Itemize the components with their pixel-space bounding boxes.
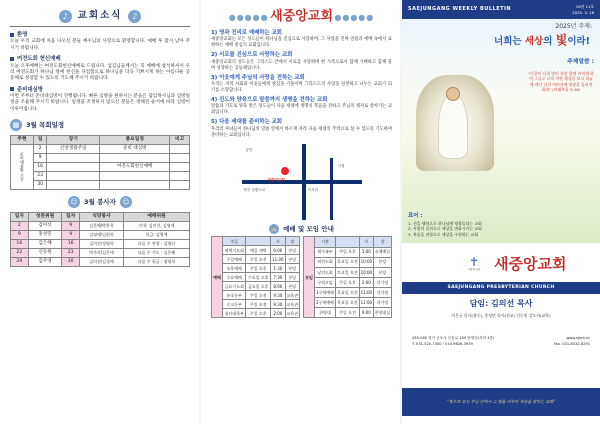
church-logo [211,8,392,26]
motto-part: 빛 [555,33,568,47]
bullet-icon [10,87,14,91]
table-row [304,267,392,277]
table-cell: 목요일 오전 [336,257,360,267]
point-heading: 2) 서로를 진심으로 사랑하는 교회 [211,52,293,59]
fax: Fax. 031-8032-8291 [553,341,590,346]
table-cell: 주일 오후 [246,264,271,273]
table-cell: 주일 오후 [246,309,271,318]
table-cell [47,153,100,162]
aim-item: 2. 사랑의 실천으로 세상을 변화시키는 교회 [408,226,482,232]
table-header-row [11,212,190,221]
table-cell: 2:00 [271,309,285,318]
table-cell: 찬양대실 [373,308,391,318]
table-cell: 9:30 [271,300,285,309]
bullet-icon [10,57,14,61]
table-cell: 11:00 [359,298,373,308]
issue-info [572,4,594,15]
table-cell: 본당 [373,267,391,277]
bell-icon: ♪ [59,10,72,23]
vision-point [211,75,392,94]
table-cell: 장 [373,237,391,247]
aim-item: 1. 선을 행함으로 하나님께 영광돌리는 교회 [408,220,482,226]
address: 435-060 경기 군포시 산본로 159 탑빌딩(지하 3층) [412,336,495,340]
church-aims [408,213,538,237]
schedule-table [10,135,190,190]
table-cell: 장 [285,237,299,246]
vision-point [211,52,392,71]
news-body: 오늘 우리 교회에 처음 나오신 분들 예수님의 사랑으로 환영합니다. 예배 후 잠시 남아 주시기 바랍니다. [10,39,190,51]
map-label: 사거리 [307,188,318,193]
column-header: 비고 [170,135,190,144]
table-cell: 다음 주 찬양 : 김영선 [123,239,189,248]
table-cell: 9:00 [359,308,373,318]
table-row [304,298,392,308]
servants-header [10,196,190,208]
table-row [212,273,300,282]
table-cell: 주일 오전 [336,308,360,318]
point-body: 새중앙교회는 모든 성도들이 하나님을 진심으로 사랑하며, 그 사랑을 진짜 말씀과 예배 속에서 표현하는 예배 중심의 교회입니다. [211,37,392,49]
map-label: 시청 [337,164,345,169]
church-english-name: SAEJUNGANG PRESBYTERIAN CHURCH [402,282,600,294]
worship-table [211,236,300,318]
schedule-side-label: 준비대심방 기간 [11,144,34,189]
staff-list: 이은규 목사(협동), 홍성민 목사(선교) 신동원 강도사(교육) [451,313,551,318]
table-row [11,257,190,266]
table-cell [100,171,170,180]
table-cell: 구역모임 [315,277,336,287]
point-heading: 1) 영과 진리로 예배하는 교회 [211,29,283,36]
table-header-row [212,237,300,246]
table-row [212,264,300,273]
table-cell: 16 [34,162,47,171]
table-cell: 소예배실 [373,247,391,257]
table-header-row [304,237,392,247]
table-row [212,282,300,291]
point-heading: 3) 이웃에게 주님의 사랑을 전하는 교회 [211,74,305,81]
table-cell: 토요일 오전 [336,267,360,277]
table-cell: 1구역예배 [315,288,336,298]
motto-part: 이라! [567,36,590,47]
table-cell: 2 [11,221,29,230]
table-cell: 11:00 [359,288,373,298]
table-cell: 교육관 [285,291,299,300]
table-cell: 7:30 [271,273,285,282]
table-row [304,308,392,318]
table-cell: 찬양대 [315,308,336,318]
table-cell [47,162,100,171]
table-cell: 교육관 [285,309,299,318]
issue-date: 2025. 3. 16 [572,9,594,15]
table-cell: 23 [62,248,80,257]
table-cell: 여전도회 [315,257,336,267]
footer-slogan: "빛으로 오신 주님 안에서 그 빛을 비추며 세상을 밝히는 교회" [402,388,600,416]
meeting-table [303,236,392,318]
table-cell: 김주영 [28,257,62,266]
table-cell: 본당 [285,273,299,282]
table-cell [170,153,190,162]
table-cell: 29 [11,257,29,266]
table-cell: 김영애/김현희 [80,230,124,239]
vision-point [211,119,392,138]
decoration-icon: ●●●●● [228,13,269,22]
table-cell: 주일예배 [223,255,246,264]
table-cell: 1:30 [271,264,285,273]
column-header: 일자 [11,212,29,221]
column-header: 주현 [11,135,34,144]
motto-part: 의 [543,36,556,47]
decoration-icon: ●●●●● [334,13,375,22]
table-cell: 시 [359,237,373,247]
table-cell: 다음 주 기도 : 김은혜 [123,248,189,257]
table-cell: 각가정 [373,288,391,298]
news-item [10,56,190,82]
table-row [11,230,190,239]
bell-icon: ♪ [128,10,141,23]
table-cell: 신동원 [28,248,62,257]
table-cell: 수요예배 [223,273,246,282]
table-cell [100,153,170,162]
table-cell: 시 [271,237,285,246]
table-cell: 2:00 [359,277,373,287]
news-heading: 준비대심방 [17,86,44,93]
vision-panel [201,0,400,424]
aim-item: 3. 복음을 전함으로 세상을 구원하는 교회 [408,231,479,237]
table-row [11,153,190,162]
bulletin-title: SAEJUNGANG WEEKLY BULLETIN [408,6,512,13]
table-row [212,246,300,255]
table-row [304,257,392,267]
verse-title: 주제말씀 : [567,59,594,65]
motto-part: 너희는 [494,36,525,47]
table-cell: 10:00 [359,257,373,267]
point-heading: 5) 다음 세대를 준비하는 교회 [211,119,283,126]
head-icon [446,87,460,101]
table-cell: 헌금: 김영애 [123,230,189,239]
theme-label: 2025년 주제: [555,23,592,30]
phone: T. 031-520-7300 / 010-9626-3939 [412,341,473,346]
map-label: 북부 순환도로 [243,188,266,193]
table-cell [170,144,190,153]
table-side-label: 예배 [212,237,223,318]
table-cell [170,171,190,180]
table-cell: 9 [62,221,80,230]
news-body: 이번 주부터 준비대심방이 진행됩니다. 빠른 심방을 원하시는 분들은 담임목사님과 심방일정을 조율해 주시기 바랍니다. 일정을 조정하지 않으신 분들은 정해진 순서에 따라 심방이 이루어집니다. [10,94,190,112]
aims-title: 표어 : [408,213,423,220]
crest-label: 새중앙교회 [467,268,481,271]
table-cell: 김미선 [28,221,62,230]
schedule-header [10,119,190,131]
table-cell: 22 [11,248,29,257]
table-row [11,171,190,180]
news-title: 교회소식 [77,10,123,22]
map-label: 새중앙교회 [267,178,285,183]
table-cell: 김은혜/박찬옥 [80,221,124,230]
servants-table [10,212,190,267]
table-cell [336,237,360,247]
table-cell: 2구역예배 [315,298,336,308]
church-crest [460,256,488,280]
calendar-icon: ▦ [10,119,22,131]
worship-header [211,224,392,234]
table-cell: 목요일 오전 [336,298,360,308]
table-cell [170,180,190,189]
table-cell: 주일 오전 [246,291,271,300]
table-cell: 박주희/김은애 [80,248,124,257]
table-cell: 안내: 김미선, 김영애 [123,221,189,230]
senior-pastor: 담임: 김의선 목사 [469,299,533,308]
column-header: 일자 [62,212,80,221]
table-row [11,144,190,153]
person-icon: ☺ [68,196,80,208]
bible-verse: "이같이 너희 빛이 사람 앞에 비치게 하여 그들로 너희 착한 행실을 보고 하늘에 계신 너희 아버지께 영광을 돌리게 하라" (마태복음 5:16) [528,71,594,93]
table-row [11,180,190,189]
table-row [212,291,300,300]
bullet-icon [10,33,14,37]
table-cell: 주일 오후 [336,277,360,287]
location-map [242,144,362,220]
table-row [212,255,300,264]
point-heading: 4) 진도와 양육으로 말씀까지 생명을 전하는 교회 [211,96,328,103]
table-cell: 본당 [285,282,299,291]
table-cell: 주일 오전 [246,255,271,264]
table-cell: 신앙생활주일 [47,144,100,153]
table-cell: 본당 [373,257,391,267]
church-name: 새중앙교회 [494,255,567,273]
cover-panel [402,0,600,424]
table-cell: 주일 오전 [246,300,271,309]
column-header: 성찬위원 [28,212,62,221]
map-road [242,180,362,184]
table-cell: 중고등부 [223,300,246,309]
servants-title: 3월 봉사자 [84,197,116,206]
table-cell: 본당 [285,246,299,255]
table-cell: 다음 주 헌금 : 정영희 [123,257,189,266]
table-row [11,239,190,248]
table-cell: 11:00 [271,255,285,264]
logo-text: 새중앙교회 [270,9,333,24]
table-cell: 김미선/김경애 [80,257,124,266]
table-cell: 2 [34,144,47,153]
table-cell: 각가정 [373,277,391,287]
table-cell: 기관 [315,237,336,247]
table-cell: 금요일 오후 [246,282,271,291]
table-cell: 준비 대심방 [100,144,170,153]
website-link[interactable]: www.sjech.kr [566,336,590,340]
cover-illustration [402,19,600,243]
table-cell [47,171,100,180]
table-cell: 10:00 [359,267,373,277]
column-header: 종요일정 [100,135,170,144]
table-cell: 8:00 [271,282,285,291]
table-row [11,162,190,171]
issue-number: 16권 11호 [575,4,594,10]
table-header-row [11,135,190,144]
table-cell: 16 [11,239,29,248]
table-cell: 오후예배 [223,264,246,273]
table-cell: 여전도회헌신예배 [100,162,170,171]
worship-tables [211,236,392,318]
table-cell: 9 [11,230,29,239]
table-cell: 목요일 오전 [336,288,360,298]
table-cell: 홍성민 [28,230,62,239]
cross-icon: ✝ [468,255,480,269]
news-panel [0,0,199,424]
table-cell: 30 [62,257,80,266]
table-cell [47,180,100,189]
point-body: 새중앙교회의 성도들은 그리스도 안에서 서로를 사랑하며 한 가족으로서 함께 기뻐하고 함께 울며 성장하는 공동체입니다. [211,59,392,71]
jesus-figure-icon [438,93,468,159]
table-cell: 1:00 [359,247,373,257]
table-cell [100,180,170,189]
table-row [304,277,392,287]
table-cell: 매일 새벽 [246,246,271,255]
table-cell: 새가족부 [315,247,336,257]
table-cell: 수요일 오후 [246,273,271,282]
table-cell: 주일 오후 [336,247,360,257]
table-row [212,309,300,318]
table-cell: 유초등부 [223,291,246,300]
table-cell: 새벽기도회 [223,246,246,255]
table-cell: 금요기도회 [223,282,246,291]
news-item [10,32,190,52]
motto [494,32,590,49]
map-road [330,158,333,220]
table-cell: 6:00 [271,246,285,255]
news-item [10,87,190,113]
person-icon: ☺ [120,196,132,208]
bulletin-header [402,0,600,19]
table-cell [170,162,190,171]
table-cell: 청년대학부 [223,309,246,318]
table-cell: 교육관 [285,300,299,309]
table-cell: 각가정 [373,298,391,308]
news-header [10,8,190,24]
divider [10,26,190,27]
table-row [212,300,300,309]
column-header: 예배위원 [123,212,189,221]
column-header: 식당봉사 [80,212,124,221]
church-icon: ⛪ [270,225,278,233]
table-cell: 9:30 [271,291,285,300]
table-cell: 남전도회 [315,267,336,277]
vision-point [211,30,392,49]
table-side-label: 모임 [304,237,315,318]
table-cell: 23 [34,171,47,180]
table-cell: 30 [34,180,47,189]
news-heading: 여전도회 헌신예배 [17,56,61,63]
point-body: 우리는 지역 사회와 이웃들에게 관심을 기울이며 그리스도의 사랑을 실천하고 나누는 교회가 되기를 소망합니다. [211,81,392,93]
motto-part: 세상 [524,36,544,47]
vision-point [211,97,392,116]
table-row [11,248,190,257]
map-pin-icon [280,166,290,176]
news-body: 오늘 오후예배는 여전도회헌신예배로 드립니다. 섬김님들께서는 꼭 예배에 참석하셔서 우리 여전도회가 하나님 앞에 헌신을 다짐함으로 하나님을 더욱 기쁘시게 하는 아름다운 공동체로 성장할 수 있도록 기도해 주시기 바랍니다. [10,63,190,82]
table-row [11,221,190,230]
map-label: 공단 [245,148,253,153]
table-cell: 본당 [285,264,299,273]
point-body: 말씀과 기도로 양육 받은 성도들이 다음 세대에 생명의 복음을 전하고 주님의 제자로 살아가는 교회입니다. [211,104,392,116]
point-body: 우리의 자녀들이 하나님의 말씀 안에서 바르게 자라 다음 세대의 주역으로 설 수 있도록 기도하며 준비하는 교회입니다. [211,126,392,138]
news-heading: 환영 [17,32,28,38]
worship-title: 예배 및 모임 안내 [283,224,334,233]
table-cell: 9 [62,230,80,239]
contact-info [412,336,590,348]
table-cell: 김은혜 [28,239,62,248]
table-cell: 본당 [285,255,299,264]
table-cell: 김미선/정영희 [80,239,124,248]
column-header: 장기 [47,135,100,144]
schedule-title: 3월 목회일정 [26,120,65,129]
table-cell: 주일 [223,237,246,246]
table-cell: 16 [62,239,80,248]
column-header: 일 [34,135,47,144]
table-row [304,247,392,257]
table-cell: 9 [34,153,47,162]
table-row [304,288,392,298]
table-cell [246,237,271,246]
